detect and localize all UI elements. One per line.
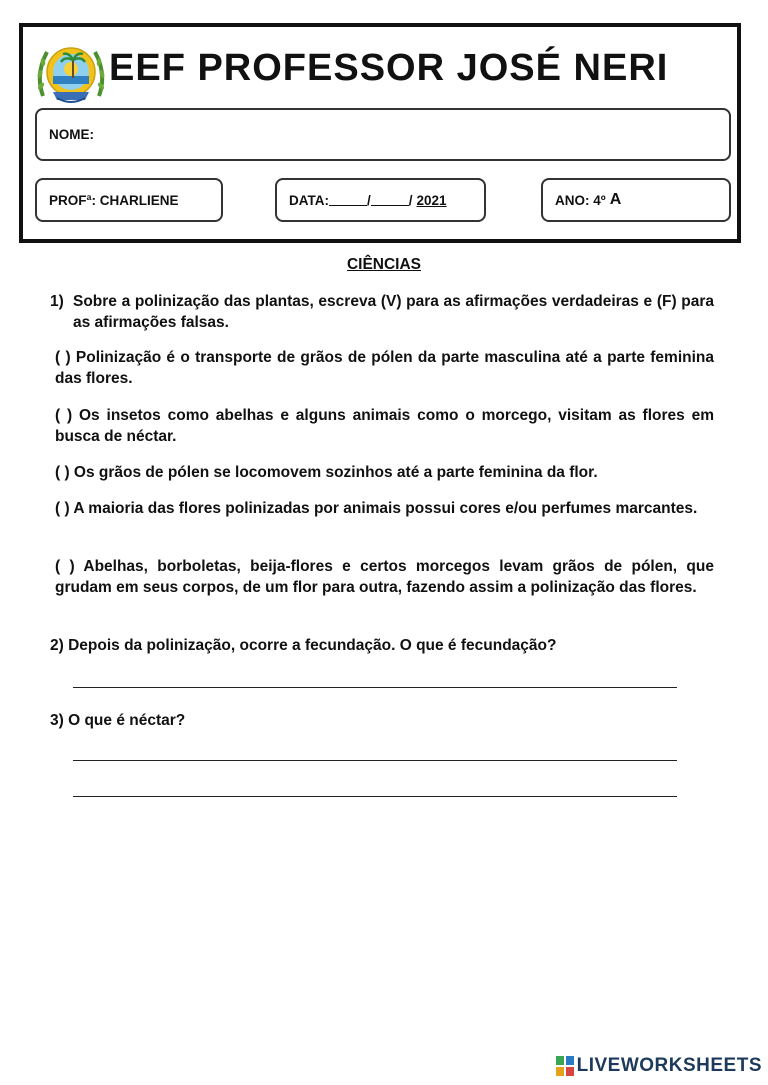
name-field[interactable]	[35, 108, 731, 161]
month-blank[interactable]	[371, 194, 409, 206]
grade-label: ANO: 4º	[555, 192, 606, 208]
liveworksheets-text: LIVEWORKSHEETS	[576, 1055, 762, 1076]
question-3: 3) O que é néctar?	[50, 712, 186, 729]
question-2: 2) Depois da polinização, ocorre a fecundação. O que é fecundação?	[50, 637, 557, 654]
teacher-label: PROFª: CHARLIENE	[49, 192, 179, 208]
true-false-item-4[interactable]: ( ) A maioria das flores polinizadas por animais possui cores e/ou perfumes marcantes.	[55, 500, 698, 517]
grade-letter: A	[609, 191, 622, 208]
true-false-item-3[interactable]: ( ) Os grãos de pólen se locomovem sozinhos até a parte feminina da flor.	[55, 464, 598, 481]
answer-line-q2[interactable]	[73, 687, 677, 688]
teacher-box	[35, 178, 223, 222]
liveworksheets-logo	[556, 1055, 762, 1077]
date-separator: /	[367, 192, 371, 208]
date-separator: /	[408, 192, 413, 208]
question-1	[50, 291, 714, 333]
subject-title: CIÊNCIAS	[346, 256, 422, 273]
day-blank[interactable]	[329, 194, 367, 206]
true-false-item-1[interactable]: ( ) Polinização é o transporte de grãos de pólen da parte masculina até a parte feminina das flores.	[55, 349, 714, 387]
name-label: NOME:	[49, 127, 94, 142]
worksheet-header	[19, 23, 741, 243]
question-1-number: 1)	[50, 293, 64, 310]
true-false-item-2[interactable]: ( ) Os insetos como abelhas e alguns animais como o morcego, visitam as flores em busca de néctar.	[55, 407, 714, 445]
answer-line-q3-2[interactable]	[73, 796, 677, 797]
question-1-text: Sobre a polinização das plantas, escreva (V) para as afirmações verdadeiras e (F) para as afirmações falsas.	[73, 293, 714, 331]
school-name: EEF PROFESSOR JOSÉ NERI	[109, 47, 669, 89]
date-year: 2021	[416, 192, 447, 208]
true-false-item-5[interactable]: ( ) Abelhas, borboletas, beija-flores e certos morcegos levam grãos de pólen, que grudam em seus corpos, de um flor para outra, fazendo assim a polinização das flores.	[55, 558, 714, 596]
liveworksheets-icon	[556, 1056, 574, 1076]
date-label: DATA:	[289, 192, 329, 208]
grade-box	[541, 178, 731, 222]
school-logo-icon	[33, 36, 109, 112]
answer-line-q3-1[interactable]	[73, 760, 677, 761]
date-field[interactable]	[275, 178, 486, 222]
